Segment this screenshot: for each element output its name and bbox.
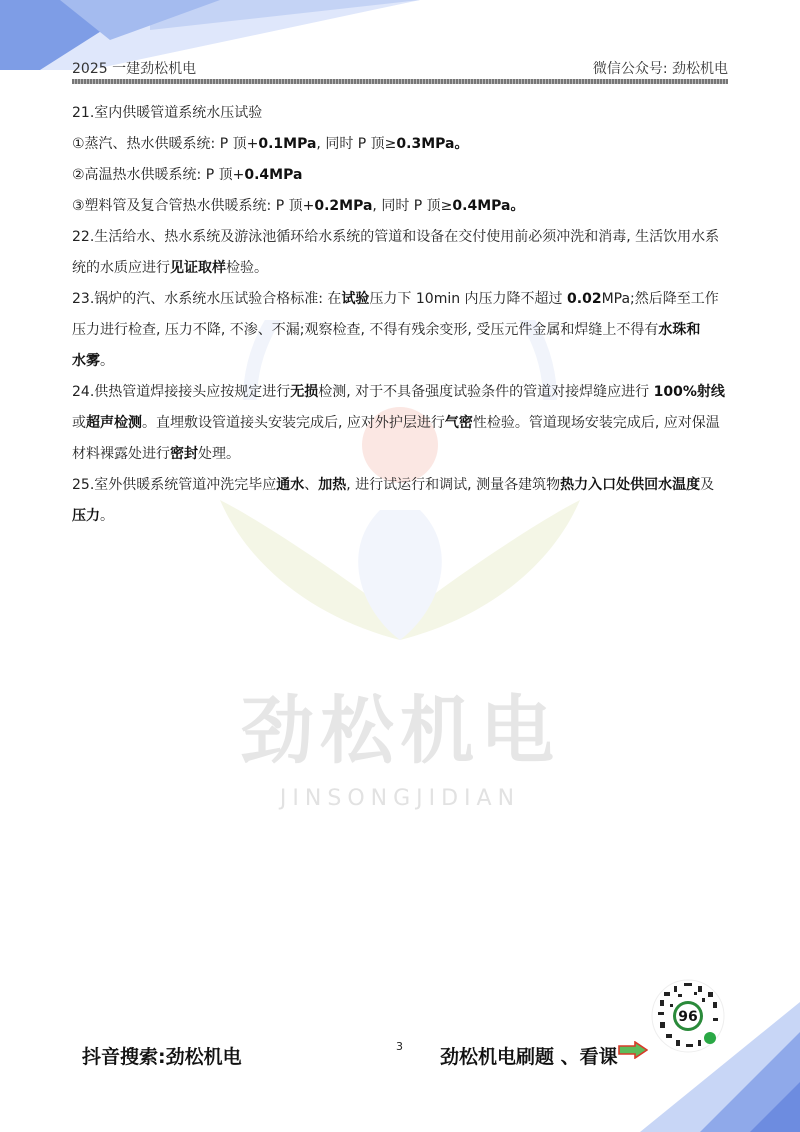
header-title: 2025 一建劲松机电 [72, 61, 197, 77]
text-run: 处理。 [198, 446, 240, 462]
text-run: 24.供热管道焊接接头应按规定进行 [72, 384, 291, 400]
bold-text: 气密 [444, 415, 473, 431]
text-run: 性检验。管道现场安装完成后, 应对保温材料裸露处进行 [72, 415, 720, 462]
footer-douyin-search: 抖音搜索:劲松机电 [82, 1046, 242, 1068]
page-number: 3 [396, 1040, 403, 1053]
watermark-text: 劲松机电 [240, 688, 560, 774]
text-run: 。 [100, 508, 114, 524]
bold-text: 0.02 [567, 291, 602, 307]
text-run: ①蒸汽、热水供暖系统: P 顶+ [72, 136, 259, 152]
paragraph [72, 470, 728, 532]
mini-program-code[interactable] [650, 978, 726, 1054]
bold-text: 加热 [318, 477, 347, 493]
bold-text: 0.4MPa [244, 167, 303, 183]
text-run: 。 [100, 353, 114, 369]
bold-text: 热力入口处供回水温度 [560, 477, 701, 493]
text-run: 22.生活给水、热水系统及游泳池循环给水系统的管道和设备在交付使用前必须冲洗和消毒, 生活饮用水系统的水质应进行 [72, 229, 720, 276]
text-run: 或 [72, 415, 86, 431]
paragraph [72, 98, 728, 129]
paragraph [72, 129, 728, 160]
text-run: 及 [700, 477, 715, 493]
bold-text: 压力 [72, 508, 100, 524]
bold-text: 0.1MPa [258, 136, 317, 152]
footer-promo: 劲松机电刷题 、看课 [440, 1046, 618, 1068]
bold-text: 试验 [341, 291, 370, 307]
bold-text: 密封 [170, 446, 198, 462]
qr-center-label: 96 [678, 1009, 698, 1025]
text-run: 。直埋敷设管道接头安装完成后, 应对外护层进行 [142, 415, 445, 431]
paragraph [72, 191, 728, 222]
text-run: , 同时 P 顶≥ [316, 136, 397, 152]
watermark-subtext: JINSONGJIDIAN [279, 786, 521, 811]
paragraph [72, 377, 728, 470]
paragraph [72, 160, 728, 191]
text-run: 检验。 [226, 260, 268, 276]
bold-text: 100%射线 [653, 384, 725, 400]
document-body [72, 98, 728, 532]
text-run: ②高温热水供暖系统: P 顶+ [72, 167, 245, 183]
text-run: , 进行试运行和调试, 测量各建筑物 [346, 477, 561, 493]
paragraph [72, 346, 728, 377]
page-header [72, 58, 728, 80]
text-run: ③塑料管及复合管热水供暖系统: P 顶+ [72, 198, 315, 214]
header-wechat: 微信公众号: 劲松机电 [592, 61, 728, 77]
bold-text: 水珠和 [658, 322, 701, 338]
text-run: 、 [304, 477, 319, 493]
arrow-right-icon [618, 1041, 648, 1059]
text-run: MPa;然后降至工作压力进行检查, 压力不降, 不渗、不漏;观察检查, 不得有残余变形, 受压元件金属和焊缝上不得有 [72, 291, 719, 338]
bold-text: 水雾 [72, 353, 100, 369]
bold-text: 0.2MPa [314, 198, 373, 214]
header-divider [72, 79, 728, 84]
text-run: 23.锅炉的汽、水系统水压试验合格标准: 在 [72, 291, 342, 307]
bold-text: 0.3MPa。 [396, 136, 469, 152]
bold-text: 无损 [290, 384, 319, 400]
text-run: 21.室内供暖管道系统水压试验 [72, 105, 263, 121]
text-run: 25.室外供暖系统管道冲洗完毕应 [72, 477, 277, 493]
paragraph [72, 222, 728, 284]
text-run: 压力下 10min 内压力降不超过 [369, 291, 568, 307]
bold-text: 通水 [276, 477, 305, 493]
bold-text: 见证取样 [170, 260, 226, 276]
bold-text: 0.4MPa。 [452, 198, 525, 214]
text-run: 检测, 对于不具备强度试验条件的管道对接焊缝应进行 [318, 384, 654, 400]
text-run: , 同时 P 顶≥ [372, 198, 453, 214]
bold-text: 超声检测 [86, 415, 142, 431]
paragraph [72, 284, 728, 346]
